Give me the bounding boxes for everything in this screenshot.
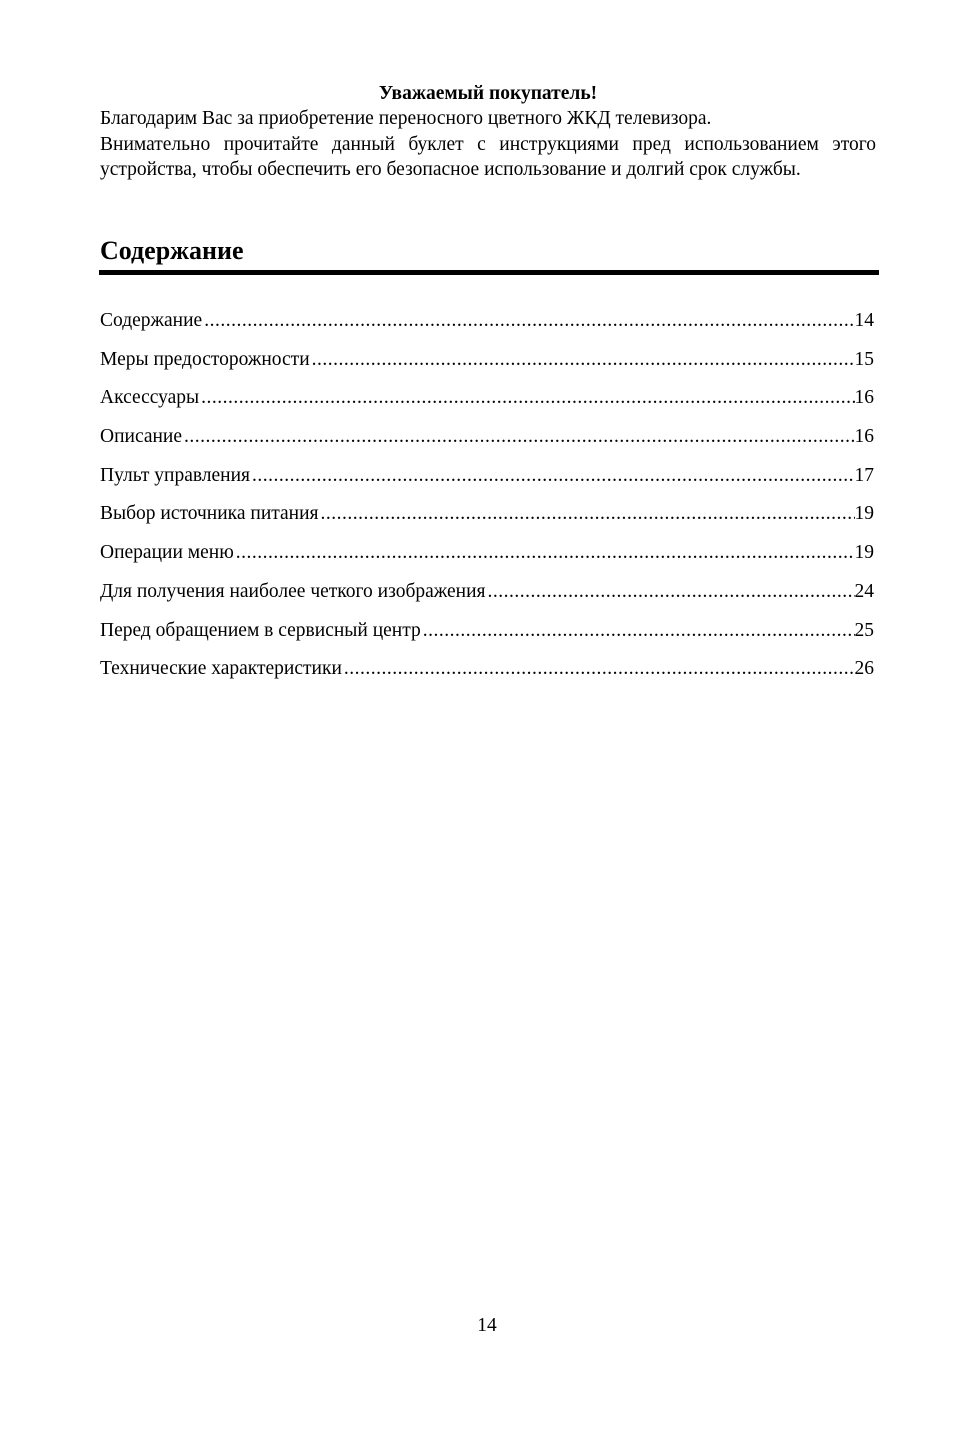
toc-dot-leader <box>312 346 855 374</box>
heading-rule <box>99 270 879 275</box>
toc-entry-title: Пульт управления <box>100 464 251 486</box>
toc-dot-leader <box>184 423 854 451</box>
toc-entry-title: Операции меню <box>100 542 234 564</box>
toc-entry-page: 19 <box>854 542 874 564</box>
toc-entry-title: Технические характеристики <box>100 658 342 680</box>
page-number: 14 <box>477 1315 497 1336</box>
toc-heading: Содержание <box>100 236 244 265</box>
toc-entry-title: Выбор источника питания <box>100 503 319 525</box>
toc-dot-leader <box>204 307 854 335</box>
toc-entry-menu-operations[interactable] <box>100 539 874 578</box>
toc-dot-leader <box>344 655 855 683</box>
toc-entry-title: Меры предосторожности <box>100 348 310 370</box>
toc-entry-title: Содержание <box>100 310 203 331</box>
toc-dot-leader <box>321 500 855 528</box>
toc-entry-accessories[interactable] <box>100 384 874 423</box>
toc-dot-leader <box>236 539 855 567</box>
intro-text <box>100 106 876 183</box>
table-of-contents <box>100 307 874 694</box>
toc-entry-power-source[interactable] <box>100 500 874 539</box>
greeting-heading: Уважаемый покупатель! <box>378 83 598 104</box>
toc-dot-leader <box>488 578 855 606</box>
toc-entry-page: 17 <box>854 464 874 486</box>
toc-entry-service-center[interactable] <box>100 617 874 656</box>
toc-entry-page: 26 <box>854 658 874 680</box>
toc-entry-precautions[interactable] <box>100 346 874 385</box>
toc-entry-page: 25 <box>854 619 874 641</box>
toc-dot-leader <box>252 462 854 490</box>
toc-entry-page: 14 <box>854 310 874 331</box>
toc-entry-page: 16 <box>854 426 874 448</box>
toc-entry-remote-control[interactable] <box>100 462 874 501</box>
toc-dot-leader <box>201 384 854 412</box>
toc-entry-page: 16 <box>854 387 874 409</box>
toc-entry-description[interactable] <box>100 423 874 462</box>
intro-line-thanks: Благодарим Вас за приобретение переносного цветного ЖКД телевизора. <box>100 108 712 129</box>
toc-entry-title: Перед обращением в сервисный центр <box>100 619 421 641</box>
toc-entry-page: 19 <box>854 503 874 525</box>
intro-paragraph-instructions: Внимательно прочитайте данный буклет с инструкциями пред использованием этого устройства, чтобы обеспечить его безопасное использование и долгий срок службы. <box>100 133 876 180</box>
toc-entry-best-picture[interactable] <box>100 578 874 617</box>
toc-entry-contents[interactable] <box>100 307 874 346</box>
toc-entry-title: Для получения наиболее четкого изображения <box>100 580 486 602</box>
toc-dot-leader <box>423 617 855 645</box>
toc-entry-page: 15 <box>854 348 874 370</box>
toc-entry-page: 24 <box>854 580 874 602</box>
toc-entry-specifications[interactable] <box>100 655 874 694</box>
toc-entry-title: Аксессуары <box>100 387 200 409</box>
toc-entry-title: Описание <box>100 426 183 448</box>
